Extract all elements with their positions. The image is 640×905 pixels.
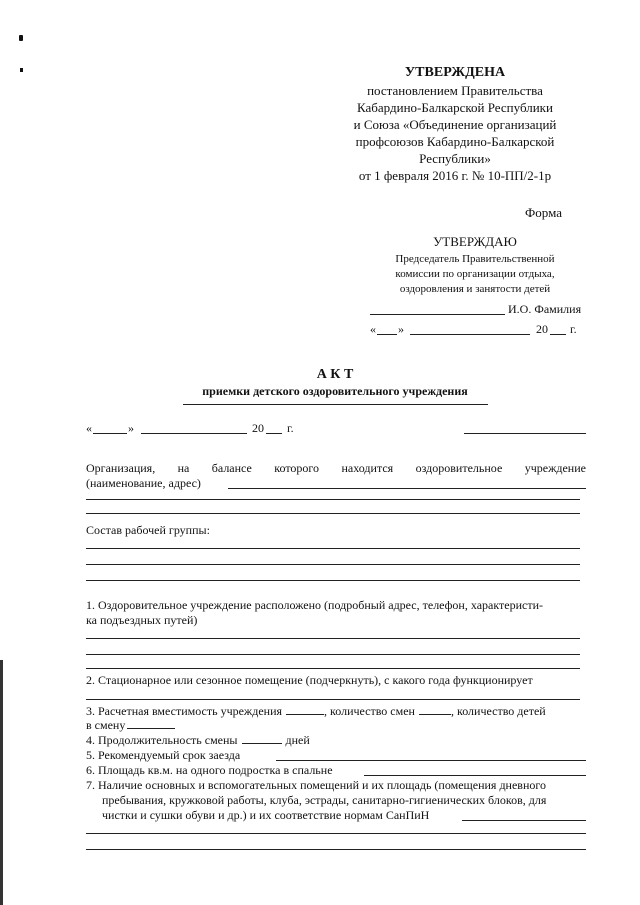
item-1-line1: 1. Оздоровительное учреждение расположено (подробный адрес, телефон, характеристи-	[86, 598, 543, 612]
date-suffix: г.	[287, 421, 294, 435]
approve-year-suffix: г.	[570, 322, 577, 336]
item-3-capacity-label: 3. Расчетная вместимость учреждения	[86, 704, 283, 718]
item-1-field[interactable]	[86, 668, 580, 669]
capacity-field[interactable]	[286, 704, 324, 715]
scan-mark	[20, 68, 23, 72]
signature-name: И.О. Фамилия	[508, 302, 582, 316]
approve-title: УТВЕРЖДАЮ	[433, 234, 517, 249]
approve-lines	[360, 252, 590, 297]
organization-word: находится	[341, 461, 394, 475]
item-6: 6. Площадь кв.м. на одного подростка в спальне	[86, 763, 333, 777]
area-field[interactable]	[364, 775, 586, 776]
organization-word: которого	[274, 461, 320, 475]
item-7-field[interactable]	[86, 833, 586, 834]
approved-line: от 1 февраля 2016 г. № 10-ПП/2-1р	[358, 168, 552, 183]
item-3-line2	[86, 718, 175, 733]
work-group-field[interactable]	[86, 548, 580, 549]
organization-word: учреждение	[524, 461, 586, 475]
organization-word: оздоровительное	[415, 461, 503, 475]
item-3-children-label: , количество детей	[450, 704, 546, 718]
approve-date-open: «	[370, 322, 376, 336]
approve-year-field[interactable]	[550, 334, 566, 335]
organization-field[interactable]	[86, 513, 580, 514]
organization-line2: (наименование, адрес)	[86, 476, 201, 490]
signature-line[interactable]	[370, 314, 505, 315]
approved-line: Кабардино-Балкарской Республики	[357, 100, 553, 115]
item-3-line1	[86, 704, 546, 719]
month-field[interactable]	[141, 433, 247, 434]
work-group-label: Состав рабочей группы:	[86, 523, 210, 537]
item-7-line3: чистки и сушки обуви и др.) и их соответствие нормам СанПиН	[102, 808, 430, 822]
act-subtitle: приемки детского оздоровительного учреждения	[202, 384, 468, 398]
item-1-field[interactable]	[86, 654, 580, 655]
item-4-label: 4. Продолжительность смены	[86, 733, 238, 747]
approve-line: оздоровления и занятости детей	[399, 283, 551, 295]
approve-month-field[interactable]	[410, 334, 530, 335]
item-2: 2. Стационарное или сезонное помещение (подчеркнуть), с какого года функционирует	[86, 673, 533, 687]
approve-date-close: »	[398, 322, 404, 336]
place-field[interactable]	[464, 433, 586, 434]
shift-duration-field[interactable]	[242, 733, 282, 744]
work-group-field[interactable]	[86, 580, 580, 581]
sanpin-field[interactable]	[462, 820, 586, 821]
act-subtitle-line[interactable]	[183, 404, 488, 405]
item-5: 5. Рекомендуемый срок заезда	[86, 748, 241, 762]
organization-word: балансе	[211, 461, 252, 475]
item-7-line1: 7. Наличие основных и вспомогательных помещений и их площадь (помещения дневного	[86, 778, 547, 792]
act-title: А К Т	[316, 367, 354, 382]
approve-day-field[interactable]	[377, 334, 397, 335]
approved-line: профсоюзов Кабардино-Балкарской	[355, 134, 555, 149]
arrival-term-field[interactable]	[276, 760, 586, 761]
approved-block	[320, 64, 590, 184]
day-field[interactable]	[93, 433, 127, 434]
approve-line: Председатель Правительственной	[395, 253, 555, 265]
year-field[interactable]	[266, 433, 282, 434]
children-per-shift-field[interactable]	[127, 718, 175, 729]
work-group-field[interactable]	[86, 564, 580, 565]
organization-word: Организация,	[86, 461, 156, 475]
item-4	[86, 733, 310, 748]
approved-line: Республики»	[419, 151, 491, 166]
approve-year: 20	[536, 322, 548, 336]
scan-edge	[0, 660, 3, 905]
form-label: Форма	[525, 205, 562, 220]
item-3-per-shift-label: в смену	[86, 718, 126, 732]
date-close: »	[128, 421, 134, 435]
item-1-line2: ка подъездных путей)	[86, 613, 198, 627]
approved-line: постановлением Правительства	[367, 83, 543, 98]
item-3-shifts-label: , количество смен	[324, 704, 415, 718]
scan-mark	[19, 35, 23, 41]
shifts-field[interactable]	[419, 704, 451, 715]
organization-field[interactable]	[86, 499, 580, 500]
item-4-days: дней	[285, 733, 310, 747]
date-open: «	[86, 421, 92, 435]
organization-line1	[86, 461, 586, 476]
item-1-field[interactable]	[86, 638, 580, 639]
item-2-field[interactable]	[86, 699, 580, 700]
organization-field[interactable]	[228, 488, 586, 489]
date-year: 20	[252, 421, 264, 435]
organization-word: на	[177, 461, 190, 475]
item-7-line2: пребывания, кружковой работы, клуба, эстрады, санитарно-гигиенических блоков, для	[102, 793, 547, 807]
approved-title: УТВЕРЖДЕНА	[404, 65, 506, 80]
item-7-field[interactable]	[86, 849, 586, 850]
approve-line: комиссии по организации отдыха,	[395, 268, 555, 280]
approved-line: и Союза «Объединение организаций	[353, 117, 557, 132]
